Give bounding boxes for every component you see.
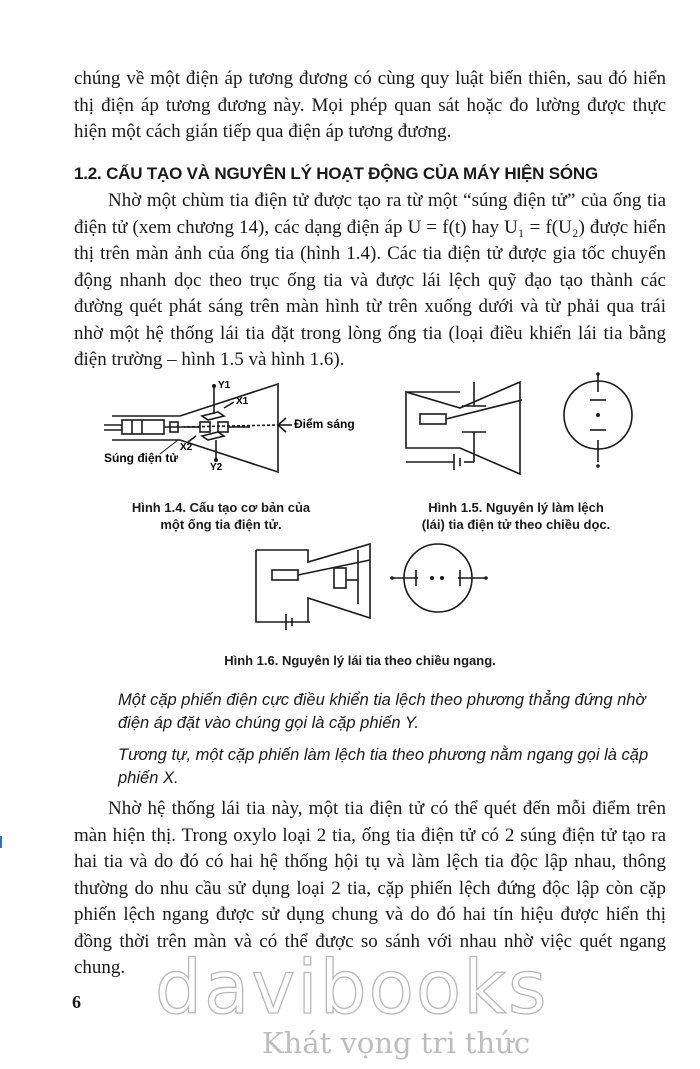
note-y-plates: Một cặp phiến điện cực điều khiển tia lệch theo phương thẳng đứng nhờ điện áp đặt vào chúng gọi là cặp phiến Y. (118, 691, 646, 732)
horizontal-deflection-diagram (246, 540, 496, 638)
page-number: 6 (72, 992, 81, 1012)
figure-1-6-caption: Hình 1.6. Nguyên lý lái tia theo chiều ngang. (224, 653, 496, 668)
section-paragraph: Nhờ một chùm tia điện tử được tạo ra từ một “súng điện tử” của ống tia điện tử (xem chương 14), các dạng điện áp U = f(t) hay U₁ = f(U₂) được hiển thị trên màn ảnh của ống tia (hình 1.4). Các tia điện tử được gia tốc chuyển động nhanh dọc theo trục ống tia và được lái lệch quỹ đạo tạo thành các đường quét phát sáng trên màn hình từ trên xuống dưới và từ phải qua trái nhờ một hệ thống lái tia đặt trong lòng ống tia (loại điều khiển lái tia bằng điện trường – hình 1.5 và hình 1.6). (74, 190, 666, 370)
label-x2: X2 (180, 442, 193, 453)
intro-paragraph: chúng về một điện áp tương đương có cùng quy luật biến thiên, sau đó hiển thị điện áp tương đương này. Mọi phép quan sát hoặc đo lường được thực hiện một cách gián tiếp qua điện áp tương đương. (74, 68, 666, 142)
label-bright-spot: Điểm sáng (294, 417, 355, 431)
label-y1: Y1 (218, 380, 231, 391)
figure-1-4-caption (106, 499, 336, 533)
label-y2: Y2 (210, 462, 223, 473)
figure-1-6 (246, 540, 496, 638)
figure-1-5-caption-line2: (lái) tia điện tử theo chiều dọc. (421, 517, 611, 532)
figure-1-4-caption-line2: một ống tia điện tử. (160, 517, 282, 532)
label-electron-gun: Súng điện tử (104, 451, 179, 465)
final-paragraph: Nhờ hệ thống lái tia này, một tia điện tử có thể quét đến mỗi điểm trên màn hiện thị. Trong oxylo loại 2 tia, ống tia điện tử có 2 súng điện tử tạo ra hai tia và do đó có hai hệ thống hội tụ và làm lệch tia độc lập nhau, thông thường do nhu cầu sử dụng loại 2 tia, cặp phiến lệch đứng độc lập còn cặp phiến lệch ngang được sử dụng chung và do đó hai tín hiệu được hiển thị đồng thời trên màn và có thể được so sánh với nhau nhờ việc quét ngang chung. (74, 798, 666, 978)
figure-1-4 (100, 378, 390, 478)
section-heading: 1.2. CẤU TẠO VÀ NGUYÊN LÝ HOẠT ĐỘNG CỦA MÁY HIỆN SÓNG (74, 164, 599, 183)
figure-1-5-caption (400, 499, 632, 533)
note-x-plates: Tương tự, một cặp phiến làm lệch tia theo phương nằm ngang gọi là cặp phiến X. (118, 746, 649, 787)
watermark-slogan: Khát vọng tri thức (262, 1026, 531, 1060)
label-x1: X1 (236, 396, 249, 407)
figure-1-4-caption-line1: Hình 1.4. Cấu tạo cơ bản của (131, 500, 311, 515)
vertical-deflection-diagram (400, 370, 640, 480)
edge-mark (0, 836, 2, 848)
figure-1-5 (400, 370, 640, 480)
figure-1-5-caption-line1: Hình 1.5. Nguyên lý làm lệch (428, 500, 604, 515)
watermark-brand: davibooks (155, 945, 549, 1031)
crt-structure-diagram (100, 378, 390, 478)
